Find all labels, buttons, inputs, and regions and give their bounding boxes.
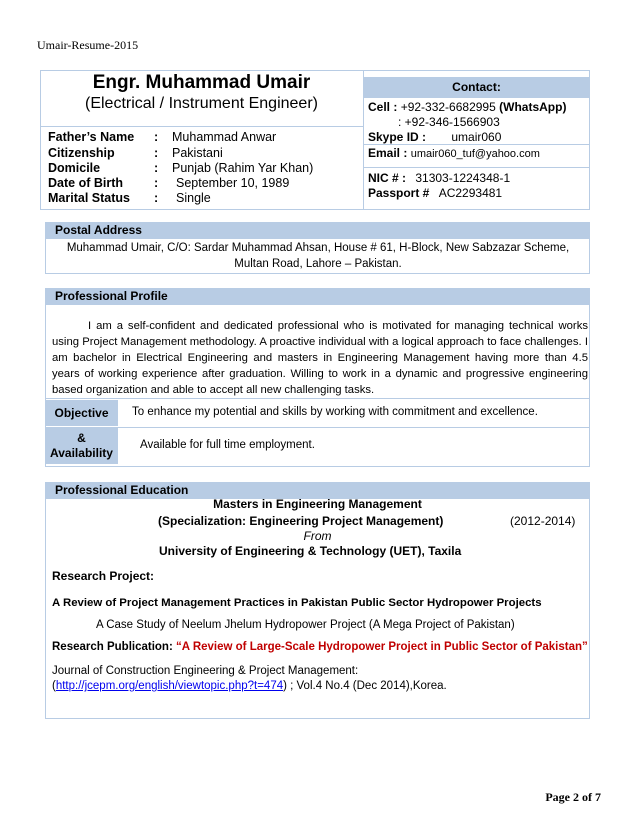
field-colon: : xyxy=(154,161,159,175)
field-value: Muhammad Anwar xyxy=(172,130,277,144)
skype-label: Skype ID : xyxy=(368,130,427,144)
cell-number-2: : +92-346-1566903 xyxy=(398,115,500,129)
passport-number: AC2293481 xyxy=(438,186,503,200)
objective-text: To enhance my potential and skills by working with commitment and excellence. xyxy=(132,406,538,418)
divider xyxy=(45,427,590,428)
degree-title: Masters in Engineering Management xyxy=(213,497,422,511)
candidate-role: (Electrical / Instrument Engineer) xyxy=(85,95,318,112)
professional-profile-heading: Professional Profile xyxy=(45,288,590,305)
journal-paren: ( xyxy=(52,680,56,692)
contact-nic xyxy=(368,171,510,185)
availability-label xyxy=(45,428,118,464)
journal-link[interactable]: http://jcepm.org/english/viewtopic.php?t=474 xyxy=(55,680,284,692)
degree-from: From xyxy=(303,529,332,543)
contact-skype xyxy=(368,130,501,144)
availability-label-line: & xyxy=(77,431,86,445)
field-value: Pakistani xyxy=(172,146,223,160)
field-value: Punjab (Rahim Yar Khan) xyxy=(172,161,314,175)
whatsapp-note: (WhatsApp) xyxy=(499,100,567,114)
field-colon: : xyxy=(154,130,159,144)
field-label: Citizenship xyxy=(48,146,115,160)
professional-profile-text: I am a self-confident and dedicated professional who is motivated for managing technical works using Project Management methodology. A proactive individual with a logical approach to face challenges. I am bachelor in Electrical Engineering and masters in Engineering Management having more than 4.5 years of working experience after graduation. Willing to work in a dynamic and progressive engineering based organization and able to accept all new challenging tasks. xyxy=(52,320,588,396)
journal-citation xyxy=(52,680,447,692)
journal-name: Journal of Construction Engineering & Project Management: xyxy=(52,665,359,677)
postal-address-heading: Postal Address xyxy=(45,222,590,239)
field-value: September 10, 1989 xyxy=(176,176,290,190)
divider xyxy=(364,97,589,98)
divider xyxy=(364,144,589,145)
nic-label: NIC # : xyxy=(368,171,407,185)
research-project-label: Research Project: xyxy=(52,569,155,583)
contact-heading: Contact: xyxy=(364,77,589,97)
cell-label: Cell : xyxy=(368,100,398,114)
divider xyxy=(40,126,363,127)
degree-specialization: (Specialization: Engineering Project Management) xyxy=(158,514,444,528)
document-header-label: Umair-Resume-2015 xyxy=(37,38,139,52)
journal-details: ) ; Vol.4 No.4 (Dec 2014),Korea. xyxy=(283,680,447,692)
case-study-text: A Case Study of Neelum Jhelum Hydropower Project (A Mega Project of Pakistan) xyxy=(96,619,515,631)
objective-label: Objective xyxy=(45,400,118,426)
divider xyxy=(45,398,590,399)
passport-label: Passport # xyxy=(368,186,430,200)
contact-email xyxy=(368,146,540,160)
publication-title: “A Review of Large-Scale Hydropower Project in Public Sector of Pakistan” xyxy=(176,641,588,653)
field-colon: : xyxy=(154,191,159,205)
research-publication xyxy=(52,641,588,653)
degree-years: (2012-2014) xyxy=(510,514,576,528)
field-value: Single xyxy=(176,191,211,205)
field-label: Marital Status xyxy=(48,191,130,205)
field-label: Domicile xyxy=(48,161,101,175)
email-address: umair060_tuf@yahoo.com xyxy=(410,148,540,160)
email-label: Email : xyxy=(368,146,408,160)
field-label: Date of Birth xyxy=(48,176,123,190)
availability-label-line: Availability xyxy=(50,446,113,460)
contact-passport xyxy=(368,186,502,200)
skype-id: umair060 xyxy=(451,130,502,144)
contact-cell-primary xyxy=(368,100,566,114)
field-label: Father’s Name xyxy=(48,130,135,144)
contact-cell-secondary xyxy=(398,115,500,129)
research-project-title: A Review of Project Management Practices in Pakistan Public Sector Hydropower Projects xyxy=(52,597,542,609)
field-colon: : xyxy=(154,176,159,190)
page-number: Page 2 of 7 xyxy=(545,790,601,804)
postal-address-text xyxy=(52,240,584,272)
field-colon: : xyxy=(154,146,159,160)
professional-education-heading: Professional Education xyxy=(45,482,590,499)
nic-number: 31303-1224348-1 xyxy=(415,171,511,185)
candidate-name: Engr. Muhammad Umair xyxy=(92,72,311,93)
postal-line: Multan Road, Lahore – Pakistan. xyxy=(234,258,402,270)
publication-label: Research Publication: xyxy=(52,641,173,653)
availability-text: Available for full time employment. xyxy=(140,439,315,451)
cell-number-1: +92-332-6682995 xyxy=(400,100,496,114)
divider xyxy=(364,167,589,168)
university-name: University of Engineering & Technology (UET), Taxila xyxy=(159,544,462,558)
postal-line: Muhammad Umair, C/O: Sardar Muhammad Ahsan, House # 61, H-Block, New Sabzazar Scheme, xyxy=(66,242,570,254)
